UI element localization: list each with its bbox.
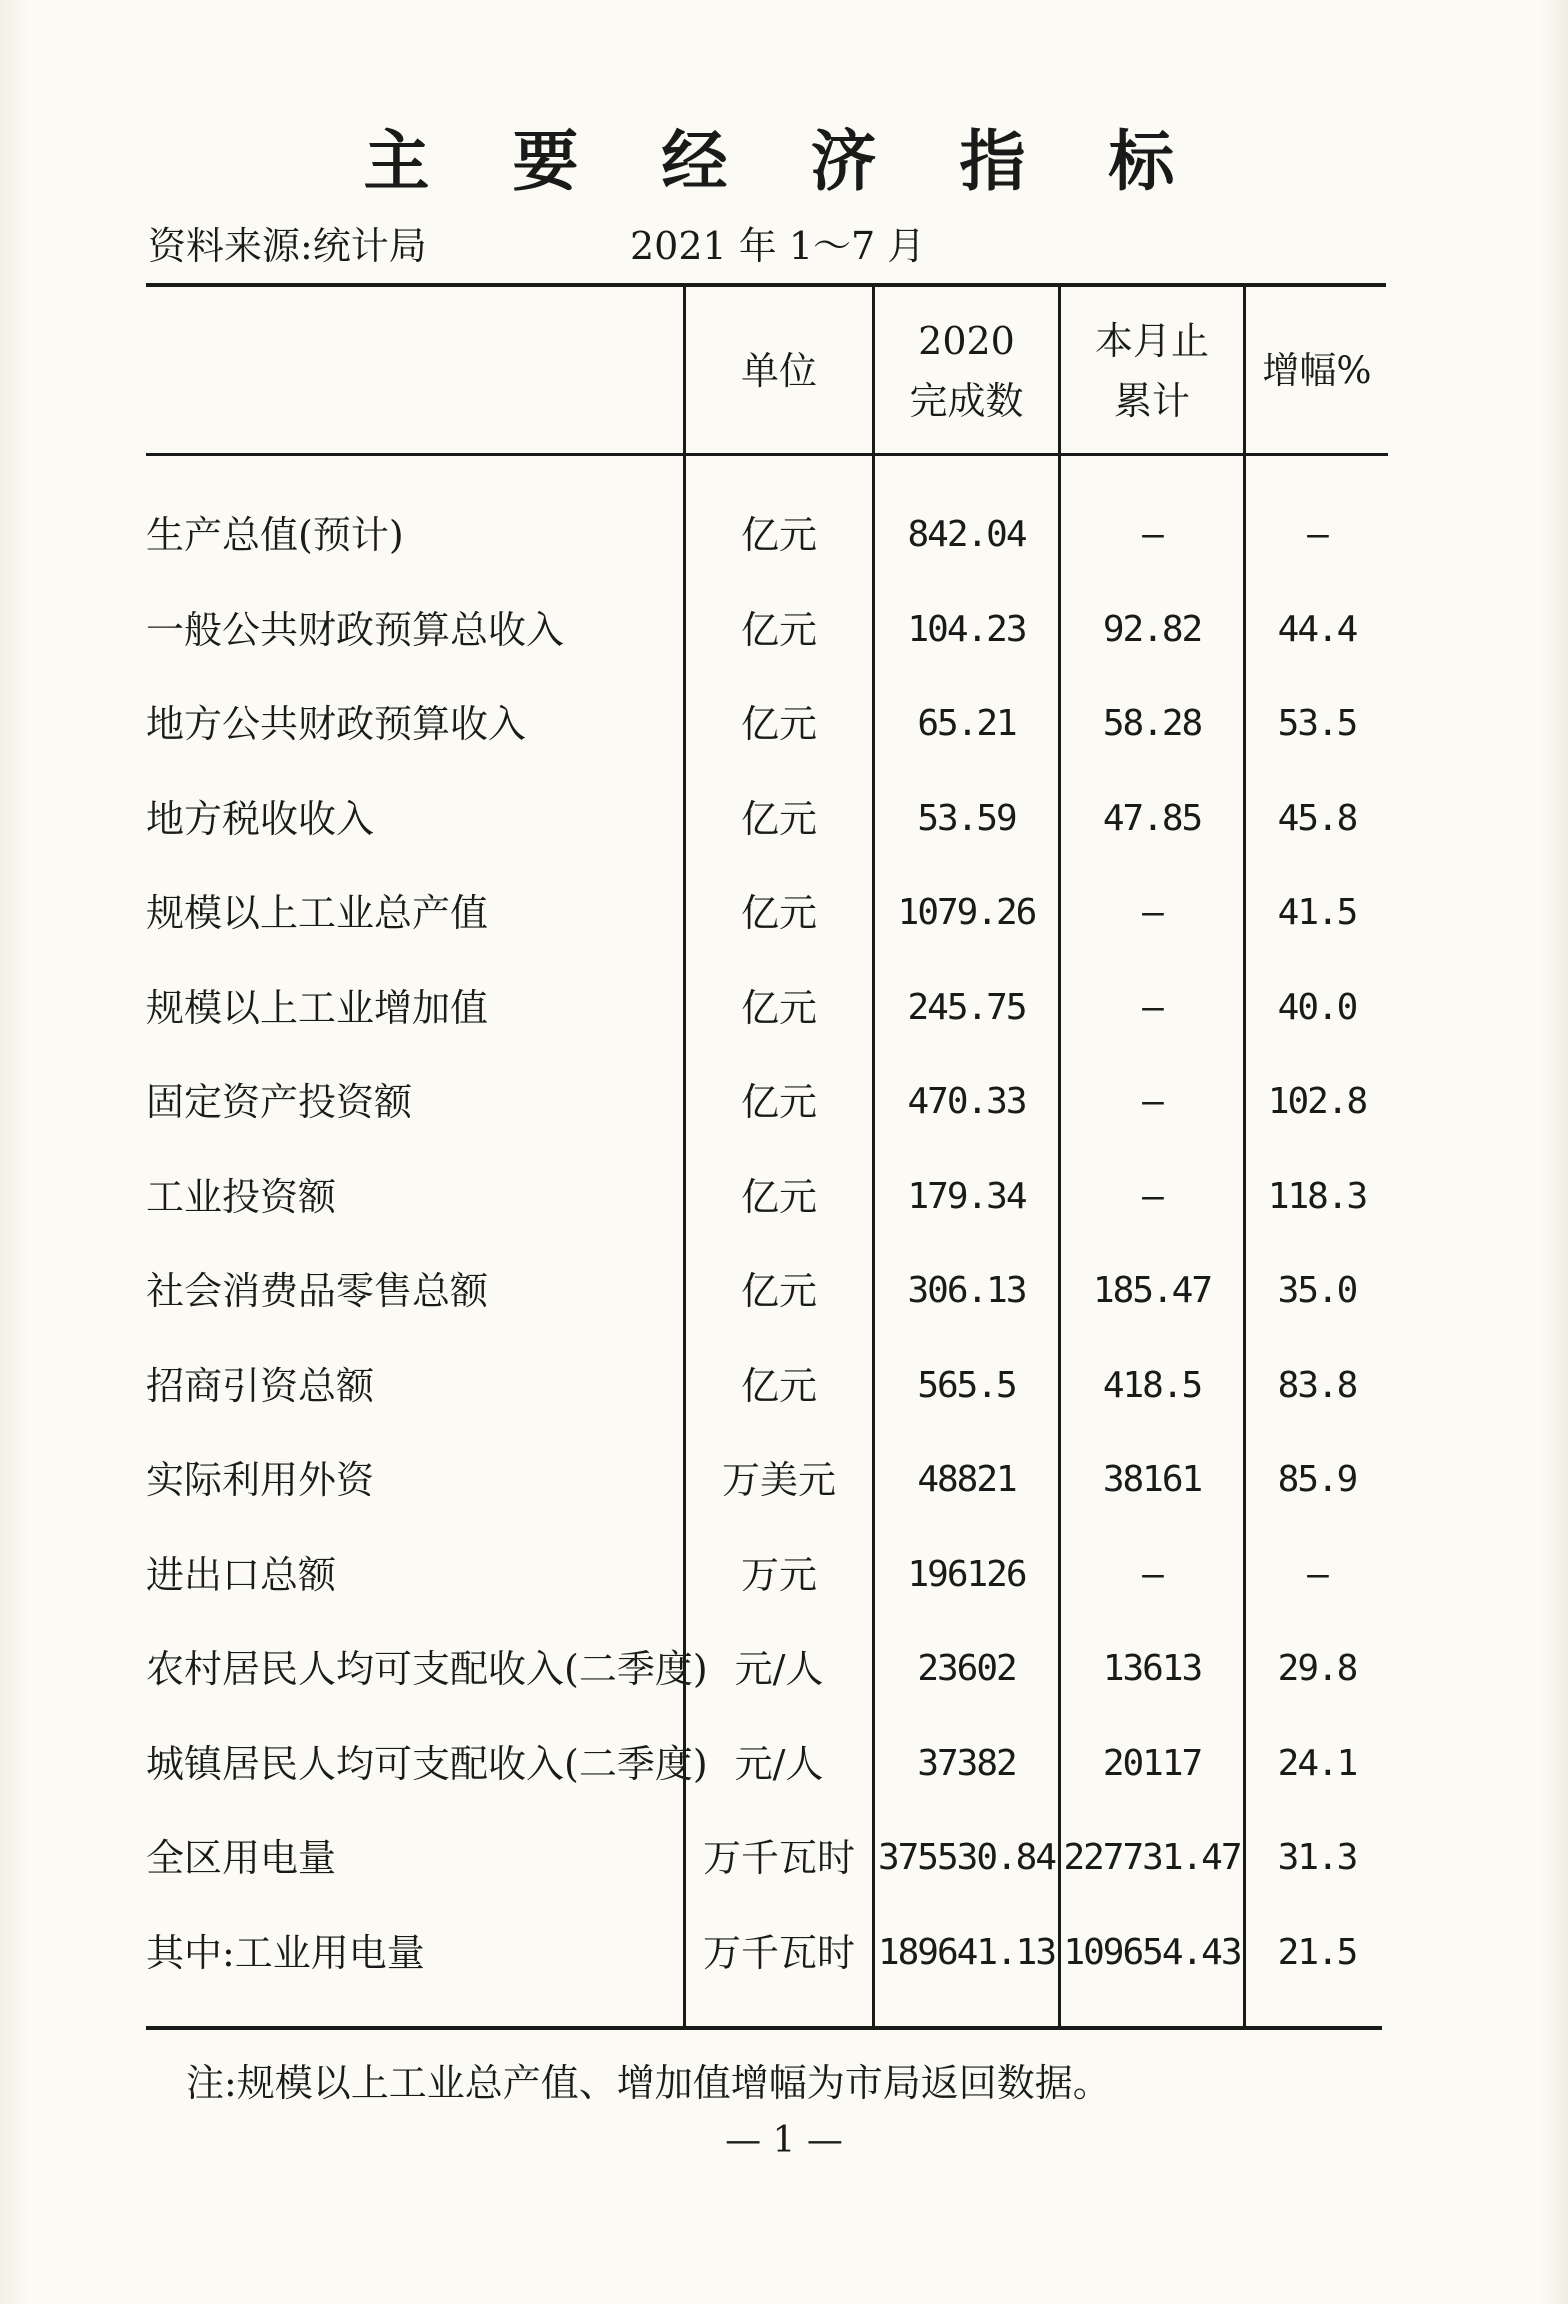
indicator-name: 地方税收收入	[146, 796, 375, 841]
footnote: 注:规模以上工业总产值、增加值增幅为市局返回数据。	[186, 2061, 1111, 2105]
growth-cell: 31.3	[1277, 1837, 1357, 1878]
growth-cell: —	[1307, 1553, 1327, 1595]
table-row	[0, 1823, 1568, 1918]
completed-2020-cell: 53.59	[917, 797, 1016, 839]
indicator-name: 社会消费品零售总额	[146, 1269, 489, 1313]
indicator-name: 招商引资总额	[146, 1363, 375, 1408]
indicator-name: 固定资产投资额	[146, 1080, 413, 1124]
growth-cell: 41.5	[1277, 892, 1357, 933]
growth-cell: 44.4	[1277, 608, 1357, 650]
completed-2020-cell: 23602	[917, 1648, 1016, 1689]
header-growth-label: 增幅%	[1262, 349, 1372, 392]
completed-2020-cell: 245.75	[907, 986, 1026, 1028]
cumulative-cell: —	[1142, 1175, 1162, 1217]
table-row	[0, 1445, 1568, 1540]
unit-cell: 元/人	[734, 1647, 824, 1691]
growth-cell: 24.1	[1277, 1742, 1357, 1784]
growth-cell: 45.8	[1277, 797, 1357, 839]
completed-2020-cell: 842.04	[907, 514, 1026, 555]
table-row	[0, 500, 1568, 595]
growth-cell: 35.0	[1277, 1270, 1357, 1311]
header-unit	[686, 290, 872, 452]
cumulative-cell: —	[1142, 1553, 1162, 1595]
table-row	[0, 689, 1568, 784]
completed-2020-cell: 65.21	[917, 703, 1016, 744]
table-row	[0, 784, 1568, 879]
indicator-name: 其中:工业用电量	[146, 1930, 425, 1975]
cumulative-cell: —	[1142, 514, 1162, 555]
growth-cell: 40.0	[1277, 986, 1357, 1028]
completed-2020-cell: 470.33	[907, 1081, 1026, 1122]
indicator-name: 农村居民人均可支配收入(二季度)	[146, 1647, 708, 1691]
unit-cell: 万千瓦时	[702, 1930, 855, 1975]
cumulative-cell: —	[1142, 892, 1162, 933]
table-row	[0, 1067, 1568, 1162]
unit-cell: 亿元	[740, 1174, 817, 1219]
table-bottom-rule	[146, 2026, 1382, 2030]
unit-cell: 亿元	[740, 1269, 817, 1313]
indicator-name: 一般公共财政预算总收入	[146, 607, 565, 652]
growth-cell: 118.3	[1267, 1175, 1367, 1217]
completed-2020-cell: 37382	[917, 1742, 1016, 1784]
table-body	[0, 500, 1568, 2012]
growth-cell: 29.8	[1277, 1648, 1357, 1689]
unit-cell: 亿元	[740, 796, 817, 841]
indicator-name: 工业投资额	[146, 1174, 337, 1219]
report-period: 2021 年 1～7 月	[630, 224, 926, 268]
indicator-name: 进出口总额	[146, 1552, 337, 1597]
indicator-name: 规模以上工业增加值	[146, 985, 489, 1030]
cumulative-cell: 418.5	[1102, 1364, 1202, 1406]
table-row	[0, 1729, 1568, 1824]
cumulative-cell: —	[1142, 1081, 1162, 1122]
growth-cell: —	[1307, 514, 1327, 555]
header-completed-2020-line2: 完成数	[909, 379, 1024, 423]
completed-2020-cell: 104.23	[907, 608, 1026, 650]
completed-2020-cell: 179.34	[907, 1175, 1026, 1217]
page-title: 主 要 经 济 指 标	[363, 122, 1205, 200]
unit-cell: 亿元	[740, 607, 817, 652]
unit-cell: 亿元	[740, 513, 817, 557]
indicator-name: 实际利用外资	[146, 1458, 375, 1502]
header-cumulative	[1061, 290, 1243, 452]
cumulative-cell: 20117	[1102, 1742, 1202, 1784]
completed-2020-cell: 565.5	[917, 1364, 1016, 1406]
table-row	[0, 973, 1568, 1068]
cumulative-cell: 47.85	[1102, 797, 1202, 839]
table-row	[0, 878, 1568, 973]
indicator-name: 生产总值(预计)	[146, 513, 404, 557]
header-completed-2020-line1: 2020	[918, 319, 1015, 363]
table-row	[0, 1540, 1568, 1635]
table-top-rule	[146, 283, 1386, 287]
indicator-name: 规模以上工业总产值	[146, 891, 489, 935]
header-unit-label: 单位	[740, 349, 817, 393]
growth-cell: 102.8	[1267, 1081, 1367, 1122]
header-cumulative-line1: 本月止	[1094, 319, 1209, 363]
header-cumulative-line2: 累计	[1113, 379, 1190, 423]
table-row	[0, 1634, 1568, 1729]
unit-cell: 亿元	[740, 891, 817, 935]
data-source: 资料来源:统计局	[148, 224, 427, 268]
table-row	[0, 1162, 1568, 1257]
header-completed-2020	[875, 290, 1058, 452]
growth-cell: 83.8	[1277, 1364, 1357, 1406]
page-number: — 1 —	[725, 2120, 843, 2161]
unit-cell: 亿元	[740, 985, 817, 1030]
unit-cell: 万美元	[721, 1458, 836, 1502]
completed-2020-cell: 189641.13	[877, 1931, 1056, 1973]
cumulative-cell: 92.82	[1102, 608, 1202, 650]
table-row	[0, 1256, 1568, 1351]
completed-2020-cell: 196126	[907, 1553, 1026, 1595]
growth-cell: 85.9	[1277, 1459, 1357, 1500]
unit-cell: 万千瓦时	[702, 1836, 855, 1880]
indicator-name: 城镇居民人均可支配收入(二季度)	[146, 1741, 708, 1786]
cumulative-cell: 185.47	[1092, 1270, 1212, 1311]
completed-2020-cell: 375530.84	[877, 1837, 1056, 1878]
indicator-name: 全区用电量	[146, 1836, 337, 1880]
cumulative-cell: 38161	[1102, 1459, 1202, 1500]
completed-2020-cell: 1079.26	[897, 892, 1036, 933]
unit-cell: 元/人	[734, 1741, 824, 1786]
table-row	[0, 1351, 1568, 1446]
unit-cell: 亿元	[740, 1080, 817, 1124]
header-growth	[1246, 290, 1388, 452]
completed-2020-cell: 48821	[917, 1459, 1016, 1500]
cumulative-cell: 58.28	[1102, 703, 1202, 744]
completed-2020-cell: 306.13	[907, 1270, 1026, 1311]
cumulative-cell: —	[1142, 986, 1162, 1028]
indicator-name: 地方公共财政预算收入	[146, 702, 527, 746]
unit-cell: 亿元	[740, 702, 817, 746]
table-header-rule	[146, 453, 1388, 456]
growth-cell: 53.5	[1277, 703, 1357, 744]
cumulative-cell: 13613	[1102, 1648, 1202, 1689]
cumulative-cell: 227731.47	[1063, 1837, 1241, 1878]
table-row	[0, 1918, 1568, 2013]
unit-cell: 万元	[740, 1552, 817, 1597]
cumulative-cell: 109654.43	[1063, 1931, 1241, 1973]
table-row	[0, 595, 1568, 690]
growth-cell: 21.5	[1277, 1931, 1357, 1973]
unit-cell: 亿元	[740, 1363, 817, 1408]
